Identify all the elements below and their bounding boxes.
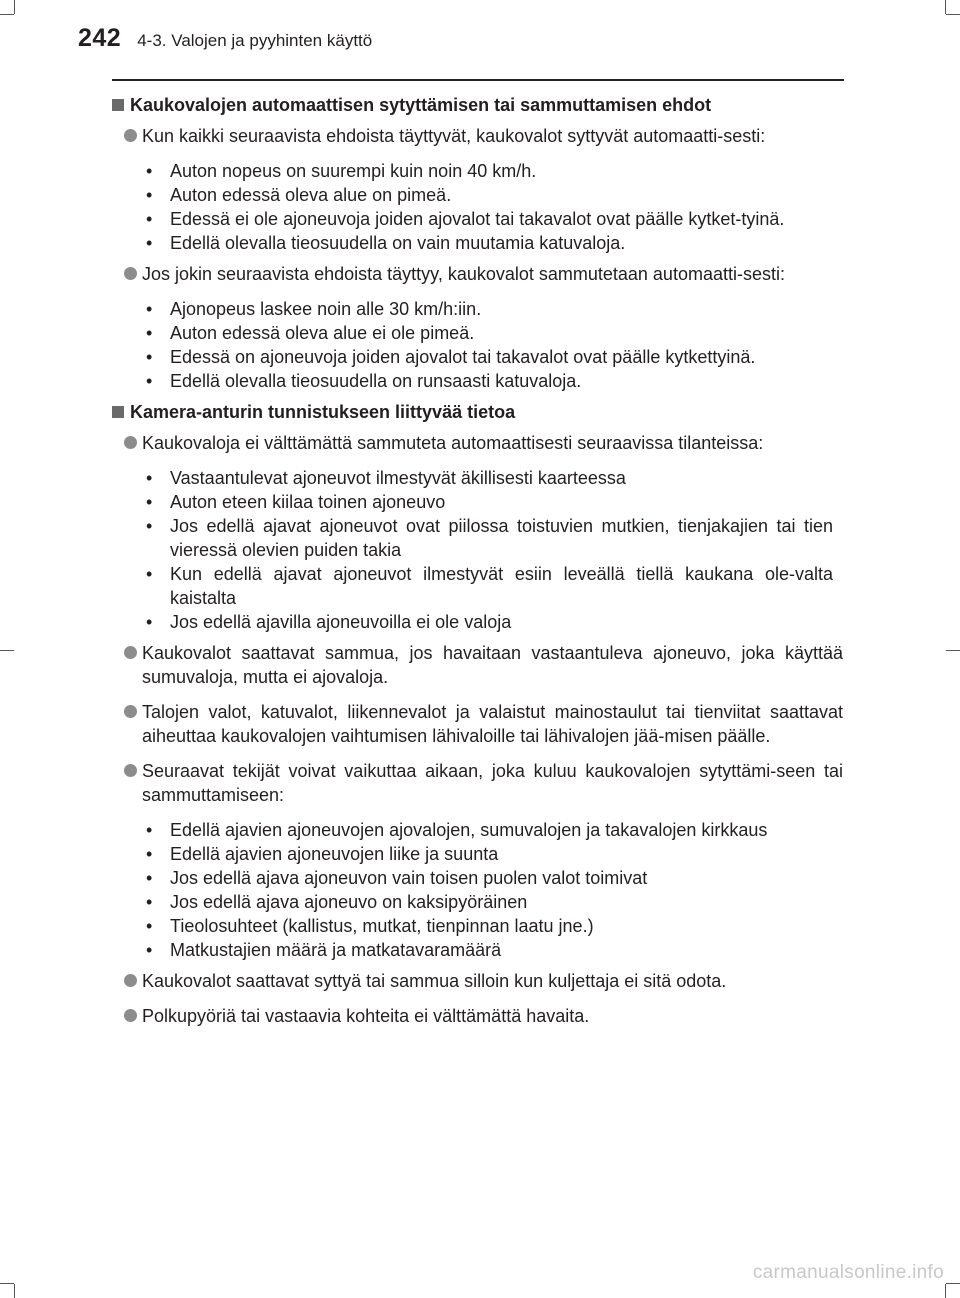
crop-mark	[0, 650, 14, 651]
bullet-dot-icon: •	[146, 868, 153, 888]
paragraph-text: Polkupyöriä tai vastaavia kohteita ei välttämättä havaita.	[142, 1006, 590, 1026]
list-item	[146, 610, 843, 634]
bullet-dot-icon: •	[146, 347, 153, 367]
list-item	[146, 159, 843, 183]
crop-mark	[14, 0, 15, 14]
bullet-dot-icon: •	[146, 371, 153, 391]
list-item-text: Matkustajien määrä ja matkatavaramäärä	[170, 940, 502, 960]
paragraph-text: Jos jokin seuraavista ehdoista täyttyy, kaukovalot sammutetaan automaatti-sesti:	[142, 264, 785, 284]
list-item-text: Tieolosuhteet (kallistus, mutkat, tienpinnan laatu jne.)	[170, 916, 594, 936]
bullet-dot-icon: •	[146, 940, 153, 960]
bullet-dot-icon: •	[146, 468, 153, 488]
list-item-text: Edellä olevalla tieosuudella on vain muutamia katuvaloja.	[170, 233, 626, 253]
circle-bullet-icon	[124, 129, 137, 142]
list-item	[146, 321, 843, 345]
page-header	[78, 24, 372, 53]
paragraph	[112, 759, 843, 807]
bullet-dot-icon: •	[146, 299, 153, 319]
bullet-dot-icon: •	[146, 564, 153, 584]
paragraph	[112, 641, 843, 689]
bullet-dot-icon: •	[146, 161, 153, 181]
circle-bullet-icon	[124, 646, 137, 659]
paragraph-text: Kaukovalot saattavat sammua, jos havaitaan vastaantuleva ajoneuvo, joka käyttää sumuvaloja, mutta ei ajovaloja.	[142, 643, 843, 687]
page-body	[112, 93, 843, 1039]
bullet-list	[146, 159, 843, 255]
bullet-dot-icon: •	[146, 323, 153, 343]
list-item-text: Auton edessä oleva alue ei ole pimeä.	[170, 323, 475, 343]
bullet-list	[146, 466, 843, 634]
list-item	[146, 466, 843, 490]
bullet-dot-icon: •	[146, 185, 153, 205]
paragraph	[112, 969, 843, 993]
list-item-text: Auton edessä oleva alue on pimeä.	[170, 185, 452, 205]
list-item-text: Auton eteen kiilaa toinen ajoneuvo	[170, 492, 446, 512]
list-item	[146, 345, 843, 369]
list-item	[146, 562, 843, 610]
section-heading	[112, 400, 843, 424]
crop-mark	[0, 14, 14, 15]
list-item-text: Jos edellä ajavilla ajoneuvoilla ei ole valoja	[170, 612, 512, 632]
paragraph	[112, 700, 843, 748]
paragraph	[112, 262, 843, 286]
crop-mark	[946, 1283, 960, 1284]
circle-bullet-icon	[124, 705, 137, 718]
crop-mark	[945, 1284, 946, 1298]
header-rule	[112, 79, 844, 81]
crop-mark	[946, 14, 960, 15]
list-item-text: Edessä ei ole ajoneuvoja joiden ajovalot tai takavalot ovat päälle kytket-tyinä.	[170, 209, 785, 229]
paragraph	[112, 1004, 843, 1028]
crop-mark	[946, 650, 960, 651]
paragraph	[112, 431, 843, 455]
list-item	[146, 866, 843, 890]
bullet-dot-icon: •	[146, 820, 153, 840]
paragraph-text: Kaukovalot saattavat syttyä tai sammua silloin kun kuljettaja ei sitä odota.	[142, 971, 727, 991]
bullet-dot-icon: •	[146, 233, 153, 253]
list-item-text: Edellä ajavien ajoneuvojen ajovalojen, sumuvalojen ja takavalojen kirkkaus	[170, 820, 768, 840]
list-item-text: Jos edellä ajava ajoneuvon vain toisen puolen valot toimivat	[170, 868, 648, 888]
bullet-list	[146, 297, 843, 393]
list-item	[146, 938, 843, 962]
paragraph-text: Seuraavat tekijät voivat vaikuttaa aikaan, joka kuluu kaukovalojen sytyttämi-seen tai sammuttamiseen:	[142, 761, 843, 805]
list-item-text: Vastaantulevat ajoneuvot ilmestyvät äkillisesti kaarteessa	[170, 468, 626, 488]
list-item	[146, 914, 843, 938]
bullet-dot-icon: •	[146, 209, 153, 229]
circle-bullet-icon	[124, 436, 137, 449]
square-bullet-icon	[112, 99, 124, 111]
list-item-text: Kun edellä ajavat ajoneuvot ilmestyvät esiin leveällä tiellä kaukana ole-valta kaistalta	[170, 564, 833, 608]
crop-mark	[14, 1284, 15, 1298]
circle-bullet-icon	[124, 764, 137, 777]
paragraph	[112, 124, 843, 148]
list-item-text: Edellä ajavien ajoneuvojen liike ja suunta	[170, 844, 499, 864]
bullet-dot-icon: •	[146, 516, 153, 536]
list-item	[146, 514, 843, 562]
circle-bullet-icon	[124, 267, 137, 280]
list-item-text: Edessä on ajoneuvoja joiden ajovalot tai takavalot ovat päälle kytkettyinä.	[170, 347, 756, 367]
section-heading-text: Kaukovalojen automaattisen sytyttämisen tai sammuttamisen ehdot	[130, 95, 712, 115]
bullet-dot-icon: •	[146, 844, 153, 864]
paragraph-text: Kaukovaloja ei välttämättä sammuteta automaattisesti seuraavissa tilanteissa:	[142, 433, 764, 453]
list-item	[146, 231, 843, 255]
section-heading-text: Kamera-anturin tunnistukseen liittyvää tietoa	[130, 402, 516, 422]
crop-mark	[0, 1283, 14, 1284]
section-heading	[112, 93, 843, 117]
circle-bullet-icon	[124, 1009, 137, 1022]
list-item	[146, 890, 843, 914]
page-number: 242	[78, 24, 122, 52]
watermark: carmanualsonline.info	[752, 1262, 944, 1283]
paragraph-text: Kun kaikki seuraavista ehdoista täyttyvät, kaukovalot syttyvät automaatti-sesti:	[142, 126, 766, 146]
list-item	[146, 842, 843, 866]
list-item-text: Auton nopeus on suurempi kuin noin 40 km/h.	[170, 161, 537, 181]
list-item-text: Edellä olevalla tieosuudella on runsaasti katuvaloja.	[170, 371, 582, 391]
list-item	[146, 490, 843, 514]
list-item-text: Jos edellä ajavat ajoneuvot ovat piilossa toistuvien mutkien, tienjakajien tai tien vieressä olevien puiden takia	[170, 516, 833, 560]
circle-bullet-icon	[124, 974, 137, 987]
bullet-dot-icon: •	[146, 892, 153, 912]
bullet-dot-icon: •	[146, 492, 153, 512]
list-item	[146, 369, 843, 393]
square-bullet-icon	[112, 406, 124, 418]
list-item	[146, 297, 843, 321]
bullet-list	[146, 818, 843, 962]
list-item-text: Ajonopeus laskee noin alle 30 km/h:iin.	[170, 299, 482, 319]
list-item	[146, 818, 843, 842]
list-item-text: Jos edellä ajava ajoneuvo on kaksipyöräinen	[170, 892, 528, 912]
list-item	[146, 207, 843, 231]
bullet-dot-icon: •	[146, 612, 153, 632]
section-title: 4-3. Valojen ja pyyhinten käyttö	[137, 31, 373, 50]
paragraph-text: Talojen valot, katuvalot, liikennevalot ja valaistut mainostaulut tai tienviitat saattavat aiheuttaa kaukovalojen vaihtumisen lähivaloille tai lähivalojen jää-misen päälle.	[142, 702, 843, 746]
crop-mark	[945, 0, 946, 14]
bullet-dot-icon: •	[146, 916, 153, 936]
list-item	[146, 183, 843, 207]
